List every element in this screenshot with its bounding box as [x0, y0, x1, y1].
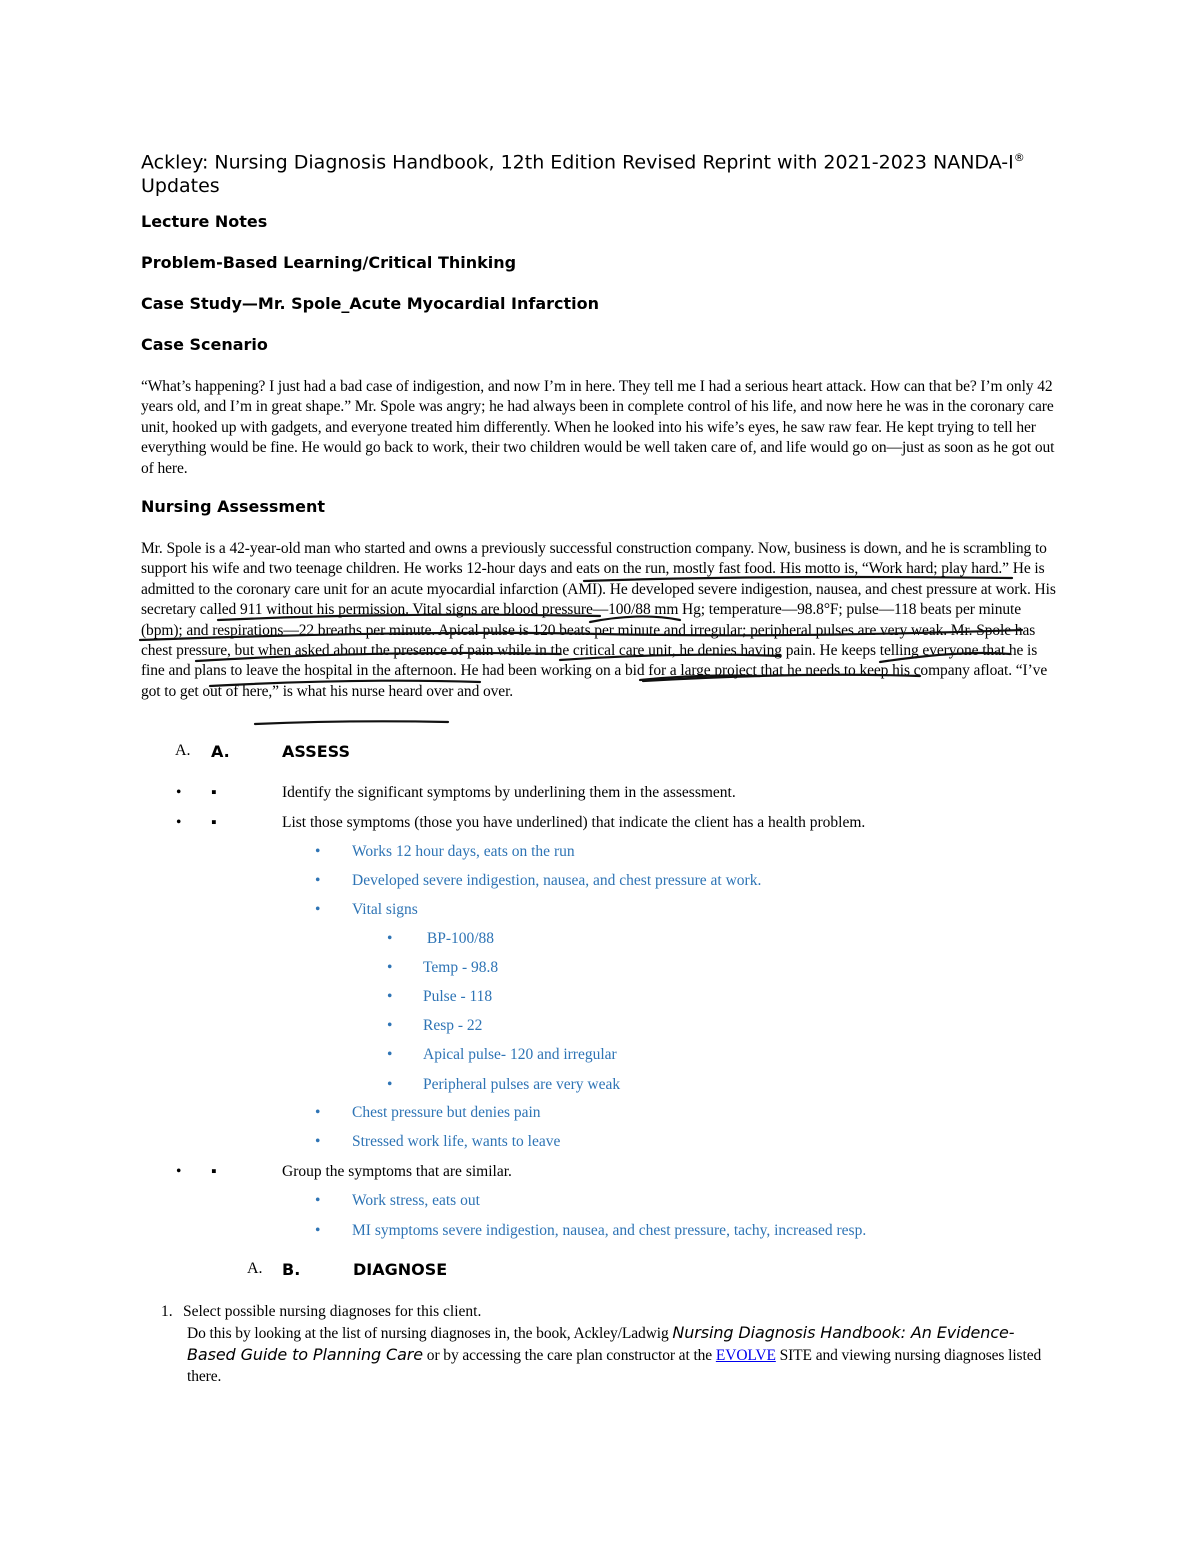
heading-nursing-assessment: Nursing Assessment [141, 497, 325, 516]
section-b-title: DIAGNOSE [353, 1260, 448, 1279]
vital-item: Resp - 22 [423, 1017, 483, 1034]
diagnose-tail: SITE and viewing nursing diagnoses listed there. [187, 1347, 1042, 1385]
bullet-inner: ▪ [211, 814, 217, 831]
case-scenario-text: “What’s happening? I just had a bad case of indigestion, and now I’m in here. They tell me I had a serious heart attack. How can that be? I’m only 42 years old, and I’m in great shape.” Mr. Spole was angry; he had always been in complete control of his life, and now here he was in the coronary care unit, hooked up with gadgets, and everyone treated him differently. When he looked into his wife’s eyes, he saw raw fear. He kept trying to tell her everything would be fine. He would go back to work, their two children would be well taken care of, and life would go on—just as soon as he got out of here. [141, 378, 1055, 477]
symptom-bullet: • [315, 901, 321, 918]
diagnose-middle: or by accessing the care plan constructor at the [423, 1347, 716, 1364]
section-b-label: B. [282, 1260, 301, 1279]
assess-item: Identify the significant symptoms by underlining them in the assessment. [282, 784, 736, 801]
bullet-outer: • [176, 784, 182, 801]
heading-lecture-notes: Lecture Notes [141, 212, 268, 231]
section-a-title: ASSESS [282, 742, 350, 761]
symptom-item: Chest pressure but denies pain [352, 1104, 541, 1121]
title-text: Ackley: Nursing Diagnosis Handbook, 12th Edition Revised Reprint with 2021-2023 NANDA-I [141, 151, 1014, 174]
section-a-marker: A. [175, 742, 191, 759]
group-bullet: • [315, 1222, 321, 1239]
vital-bullet: • [387, 988, 393, 1005]
group-bullet: • [315, 1192, 321, 1209]
vital-bullet: • [387, 959, 393, 976]
vital-bullet: • [387, 1076, 393, 1093]
symptom-bullet: • [315, 872, 321, 889]
diagnose-first-line: Select possible nursing diagnoses for this client. [183, 1303, 482, 1320]
book-title: Nursing Diagnosis Handbook: An Evidence-Based Guide to Planning Care [187, 1323, 1015, 1364]
assess-item: Group the symptoms that are similar. [282, 1163, 512, 1180]
group-item: MI symptoms severe indigestion, nausea, and chest pressure, tachy, increased resp. [352, 1222, 867, 1239]
vital-item: Pulse - 118 [423, 988, 493, 1005]
vital-item: Temp - 98.8 [423, 959, 499, 976]
assess-item: List those symptoms (those you have underlined) that indicate the client has a health problem. [282, 814, 866, 831]
diagnose-number: 1. [161, 1303, 173, 1320]
symptom-bullet: • [315, 1133, 321, 1150]
vital-item: BP-100/88 [423, 930, 495, 947]
document-title [141, 146, 1061, 198]
heading-case-study: Case Study—Mr. Spole_Acute Myocardial Infarction [141, 294, 600, 313]
vital-bullet: • [387, 1017, 393, 1034]
section-a-label: A. [211, 742, 230, 761]
registered-mark: ® [1013, 151, 1025, 164]
symptom-item: Vital signs [352, 901, 418, 918]
bullet-outer: • [176, 1163, 182, 1180]
bullet-inner: ▪ [211, 784, 217, 801]
vital-item: Peripheral pulses are very weak [423, 1076, 621, 1093]
title-tail: Updates [141, 175, 220, 198]
vital-bullet: • [387, 1046, 393, 1063]
symptom-bullet: • [315, 843, 321, 860]
diagnose-lead: Do this by looking at the list of nursing diagnoses in, the book, Ackley/Ladwig [187, 1325, 673, 1342]
heading-case-scenario: Case Scenario [141, 335, 268, 354]
bullet-outer: • [176, 814, 182, 831]
underline-stroke [255, 721, 448, 724]
evolve-link[interactable]: EVOLVE [715, 1347, 776, 1364]
heading-pbl: Problem-Based Learning/Critical Thinking [141, 253, 517, 272]
symptom-bullet: • [315, 1104, 321, 1121]
symptom-item: Works 12 hour days, eats on the run [352, 843, 575, 860]
symptom-item: Stressed work life, wants to leave [352, 1133, 561, 1150]
assessment-text: Mr. Spole is a 42-year-old man who started and owns a previously successful construction company. Now, business is down, and he is scrambling to support his wife and two teenage children. He works 12-hour days and eats on the run, mostly fast food. His motto is, “Work hard; play hard.” He is admitted to the coronary care unit for an acute myocardial infarction (AMI). He developed severe indigestion, nausea, and chest pressure at work. His secretary called 911 without his permission. Vital signs are blood pressure—100/88 mm Hg; temperature—98.8°F; pulse—118 beats per minute (bpm); and respirations—22 breaths per minute. Apical pulse is 120 beats per minute and irregular; peripheral pulses are very weak. Mr. Spole has chest pressure, but when asked about the presence of pain while in the critical care unit, he denies having pain. He keeps telling everyone that he is fine and plans to leave the hospital in the afternoon. He had been working on a bid for a large project that he needs to keep his company afloat. “I’ve got to get out of here,” is what his nurse heard over and over. [141, 540, 1056, 700]
diagnose-instructions [187, 1322, 1061, 1387]
vital-item: Apical pulse- 120 and irregular [423, 1046, 617, 1063]
symptom-item: Developed severe indigestion, nausea, and chest pressure at work. [352, 872, 762, 889]
section-b-marker: A. [247, 1260, 263, 1277]
bullet-inner: ▪ [211, 1163, 217, 1180]
vital-bullet: • [387, 930, 393, 947]
group-item: Work stress, eats out [352, 1192, 480, 1209]
